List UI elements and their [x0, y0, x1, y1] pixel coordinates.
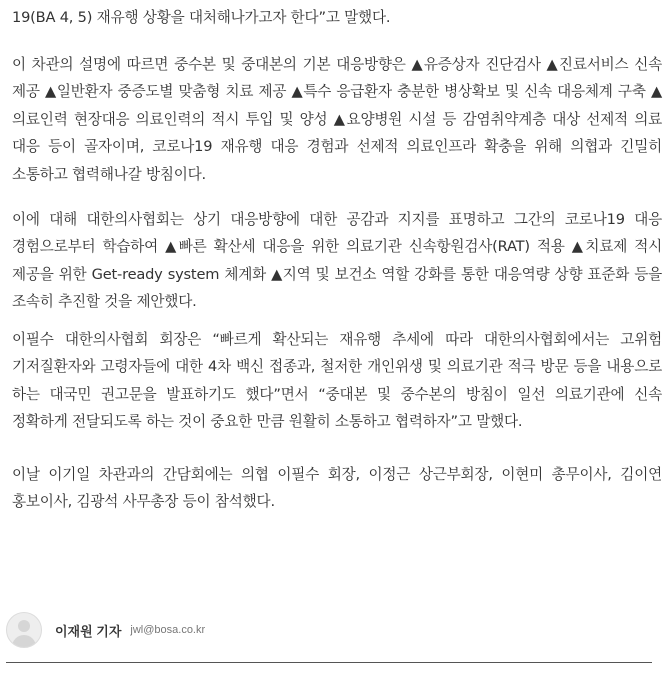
article-paragraph-2: 이 차관의 설명에 따르면 중수본 및 중대본의 기본 대응방향은 ▲유증상자 진단검사 ▲진료서비스 신속 제공 ▲일반환자 중증도별 맞춤형 치료 제공 ▲특수 응급환자 충분한 병상확보 및 신속 대응체계 구축 ▲의료인력 현장대응 의료인력의 적시 투입 및 양성 ▲요양병원 시설 등 감염취약계층 대상 선제적 의료 대응 등이 골자이며, 코로나19 재유행 대응 경험과 선제적 의료인프라 확충을 위해 의협과 긴밀히 소통하고 협력해나갈 방침이다. [12, 56, 662, 183]
article-paragraph-1: 19(BA 4, 5) 재유행 상황을 대처해나가고자 한다”고 말했다. [12, 9, 391, 26]
reporter-name[interactable]: 이재원 기자 [55, 623, 122, 639]
reporter-byline [6, 612, 205, 648]
article-divider [6, 662, 652, 663]
article-paragraph-4: 이필수 대한의사협회 회장은 “빠르게 확산되는 재유행 추세에 따라 대한의사협회에서는 고위험 기저질환자와 고령자들에 대한 4차 백신 접종과, 철저한 개인위생 및 의료기관 적극 방문 등을 내용으로 하는 대국민 권고문을 발표하기도 했다”면서 “중대본 및 중수본의 방침이 일선 의료기관에 신속 정확하게 전달되도록 하는 것이 중요한 만큼 원활히 소통하고 협력하자”고 말했다. [12, 331, 662, 431]
article-paragraph-3: 이에 대해 대한의사협회는 상기 대응방향에 대한 공감과 지지를 표명하고 그간의 코로나19 대응 경험으로부터 학습하여 ▲빠른 확산세 대응을 위한 의료기관 신속항원검사(RAT) 적용 ▲치료제 적시 제공을 위한 Get-ready system 체계화 ▲지역 및 보건소 역할 강화를 통한 대응역량 상향 표준화 등을 조속히 추진할 것을 제안했다. [12, 211, 662, 311]
reporter-email-link[interactable]: jwl@bosa.co.kr [130, 624, 206, 636]
article-paragraph-5: 이날 이기일 차관과의 간담회에는 의협 이필수 회장, 이정근 상근부회장, 이현미 총무이사, 김이연 홍보이사, 김광석 사무총장 등이 참석했다. [12, 466, 662, 511]
avatar-head-shape [18, 620, 30, 632]
user-avatar-icon[interactable] [6, 612, 42, 648]
avatar-shoulders-shape [12, 635, 36, 648]
